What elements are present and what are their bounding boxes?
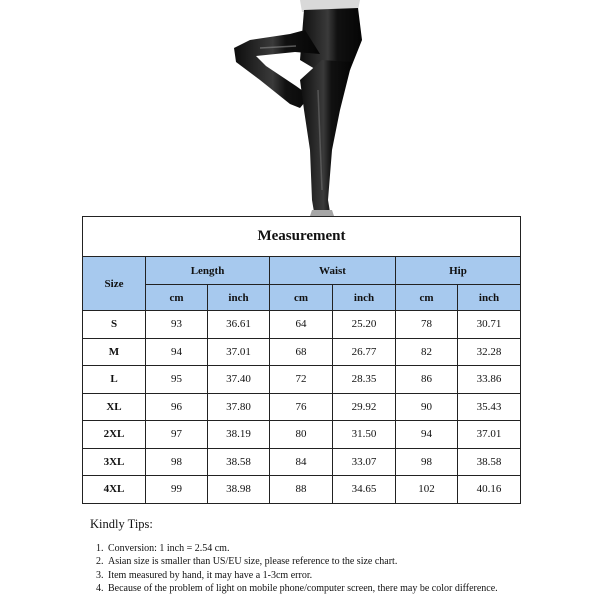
header-unit: inch [458,285,521,311]
size-cell: 2XL [83,421,146,449]
tips-title: Kindly Tips: [90,517,153,531]
table-cell: 98 [396,448,458,476]
table-row [83,366,521,394]
table-row [83,338,521,366]
table-cell: 31.50 [333,421,396,449]
table-cell: 37.01 [208,338,270,366]
table-cell: 94 [146,338,208,366]
kindly-tips [90,518,530,596]
table-row [83,311,521,339]
table-cell: 26.77 [333,338,396,366]
table-title: Measurement [83,217,521,257]
header-unit: cm [270,285,333,311]
table-row [83,421,521,449]
size-cell: XL [83,393,146,421]
table-cell: 38.58 [458,448,521,476]
table-cell: 96 [146,393,208,421]
table-cell: 37.80 [208,393,270,421]
table-cell: 94 [396,421,458,449]
table-cell: 25.20 [333,311,396,339]
table-cell: 102 [396,476,458,504]
header-unit: cm [396,285,458,311]
table-cell: 78 [396,311,458,339]
tips-list [90,542,530,596]
table-cell: 99 [146,476,208,504]
header-unit: inch [333,285,396,311]
header-unit: cm [146,285,208,311]
size-cell: L [83,366,146,394]
measurement-table [82,216,521,504]
table-cell: 93 [146,311,208,339]
size-chart [82,216,520,504]
size-cell: 3XL [83,448,146,476]
tip-item: 3. Item measured by hand, it may have a 1-3cm error. [106,569,530,583]
table-cell: 33.07 [333,448,396,476]
table-cell: 90 [396,393,458,421]
table-cell: 35.43 [458,393,521,421]
table-cell: 36.61 [208,311,270,339]
header-waist: Waist [270,257,396,285]
table-cell: 88 [270,476,333,504]
size-cell: S [83,311,146,339]
tip-item: 2. Asian size is smaller than US/EU size, please reference to the size chart. [106,555,530,569]
table-cell: 29.92 [333,393,396,421]
table-cell: 86 [396,366,458,394]
table-cell: 40.16 [458,476,521,504]
table-cell: 37.40 [208,366,270,394]
table-row [83,448,521,476]
table-cell: 37.01 [458,421,521,449]
table-cell: 80 [270,421,333,449]
table-cell: 72 [270,366,333,394]
table-cell: 38.19 [208,421,270,449]
product-photo-leggings [200,0,380,216]
header-unit: inch [208,285,270,311]
table-cell: 98 [146,448,208,476]
table-cell: 84 [270,448,333,476]
table-cell: 76 [270,393,333,421]
table-cell: 95 [146,366,208,394]
header-hip: Hip [396,257,521,285]
table-cell: 28.35 [333,366,396,394]
table-cell: 38.58 [208,448,270,476]
table-cell: 30.71 [458,311,521,339]
table-row [83,393,521,421]
header-size: Size [83,257,146,311]
tip-item: 1. Conversion: 1 inch = 2.54 cm. [106,542,530,556]
size-cell: 4XL [83,476,146,504]
size-cell: M [83,338,146,366]
table-cell: 33.86 [458,366,521,394]
table-row [83,476,521,504]
table-cell: 82 [396,338,458,366]
table-cell: 97 [146,421,208,449]
header-length: Length [146,257,270,285]
table-cell: 64 [270,311,333,339]
table-cell: 68 [270,338,333,366]
table-cell: 38.98 [208,476,270,504]
table-cell: 32.28 [458,338,521,366]
table-cell: 34.65 [333,476,396,504]
tip-item: 4. Because of the problem of light on mobile phone/computer screen, there may be color difference. [106,582,530,596]
